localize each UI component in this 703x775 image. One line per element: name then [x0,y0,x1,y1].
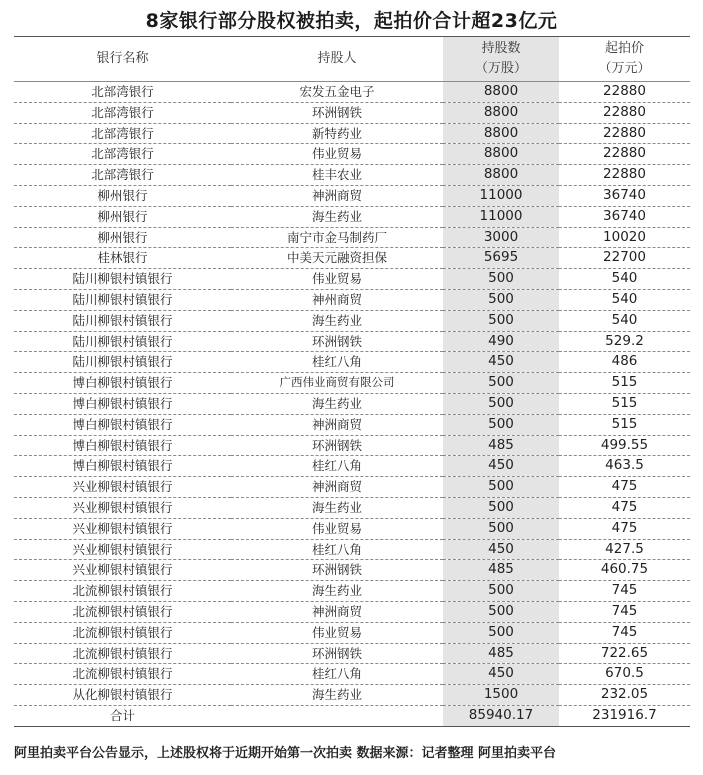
bank-name-cell: 博白柳银村镇银行 [14,414,231,435]
holder-cell: 海生药业 [231,310,443,331]
shares-cell: 500 [443,601,559,622]
shares-cell: 500 [443,393,559,414]
table-row [14,456,690,477]
price-cell: 515 [559,373,690,394]
holder-cell: 海生药业 [231,497,443,518]
price-cell: 475 [559,477,690,498]
holder-cell: 南宁市金马制药厂 [231,227,443,248]
table-row [14,393,690,414]
holder-cell: 神州商贸 [231,289,443,310]
holder-cell: 中美天元融资担保 [231,248,443,269]
holder-cell: 桂红八角 [231,456,443,477]
price-cell: 463.5 [559,456,690,477]
shares-cell: 1500 [443,685,559,706]
table-row [14,165,690,186]
table-header-row [14,37,690,82]
shares-cell: 500 [443,497,559,518]
total-label: 合计 [14,705,231,726]
bank-name-cell: 兴业柳银村镇银行 [14,477,231,498]
holder-cell: 环洲钢铁 [231,102,443,123]
holder-cell: 海生药业 [231,685,443,706]
header-shares [443,37,559,82]
bank-name-cell: 柳州银行 [14,206,231,227]
table-row [14,581,690,602]
table-row [14,664,690,685]
price-cell: 540 [559,269,690,290]
bank-name-cell: 北流柳银村镇银行 [14,664,231,685]
bank-name-cell: 博白柳银村镇银行 [14,456,231,477]
table-row [14,643,690,664]
price-cell: 475 [559,497,690,518]
holder-cell: 海生药业 [231,581,443,602]
header-shares-title: 持股数 [481,41,521,56]
table-row [14,435,690,456]
table-row [14,331,690,352]
holder-cell: 环洲钢铁 [231,435,443,456]
shares-cell: 11000 [443,185,559,206]
holder-cell: 环洲钢铁 [231,643,443,664]
price-cell: 670.5 [559,664,690,685]
holder-cell: 神洲商贸 [231,601,443,622]
bank-name-cell: 陆川柳银村镇银行 [14,331,231,352]
table-row [14,310,690,331]
header-holder: 持股人 [231,37,443,82]
bank-name-cell: 桂林银行 [14,248,231,269]
footer-note: 阿里拍卖平台公告显示，上述股权将于近期开始第一次拍卖 数据来源：记者整理 阿里拍卖平台 [14,746,557,761]
auction-table [14,37,690,727]
shares-cell: 490 [443,331,559,352]
price-cell: 529.2 [559,331,690,352]
shares-cell: 500 [443,581,559,602]
bank-name-cell: 陆川柳银村镇银行 [14,352,231,373]
holder-cell: 海生药业 [231,206,443,227]
table-row [14,269,690,290]
price-cell: 515 [559,414,690,435]
shares-cell: 450 [443,456,559,477]
table-row [14,414,690,435]
bank-name-cell: 北部湾银行 [14,123,231,144]
total-shares: 85940.17 [443,705,559,726]
holder-cell: 伟业贸易 [231,144,443,165]
bank-name-cell: 柳州银行 [14,227,231,248]
price-cell: 427.5 [559,539,690,560]
bank-name-cell: 博白柳银村镇银行 [14,393,231,414]
holder-cell: 桂红八角 [231,539,443,560]
table-row [14,248,690,269]
price-cell: 745 [559,601,690,622]
total-holder-empty [231,705,443,726]
table-row [14,539,690,560]
header-shares-unit: （万股） [474,61,527,76]
table-row [14,477,690,498]
page-title: 8家银行部分股权被拍卖，起拍价合计超23亿元 [145,10,558,32]
shares-cell: 500 [443,373,559,394]
bank-name-cell: 陆川柳银村镇银行 [14,289,231,310]
bank-name-cell: 北流柳银村镇银行 [14,622,231,643]
shares-cell: 8800 [443,82,559,103]
holder-cell: 伟业贸易 [231,622,443,643]
table-body [14,82,690,706]
shares-cell: 450 [443,539,559,560]
price-cell: 475 [559,518,690,539]
price-cell: 22880 [559,165,690,186]
bank-name-cell: 兴业柳银村镇银行 [14,518,231,539]
shares-cell: 5695 [443,248,559,269]
price-cell: 22880 [559,144,690,165]
price-cell: 722.65 [559,643,690,664]
shares-cell: 500 [443,289,559,310]
shares-cell: 500 [443,269,559,290]
price-cell: 540 [559,289,690,310]
bank-name-cell: 北部湾银行 [14,102,231,123]
price-cell: 22880 [559,82,690,103]
table-row [14,227,690,248]
table-row [14,82,690,103]
price-cell: 22700 [559,248,690,269]
table-row [14,560,690,581]
holder-cell: 新特药业 [231,123,443,144]
price-cell: 22880 [559,102,690,123]
table-row [14,289,690,310]
bank-name-cell: 陆川柳银村镇银行 [14,269,231,290]
holder-cell: 海生药业 [231,393,443,414]
holder-cell: 广西伟业商贸有限公司 [231,373,443,394]
holder-cell: 桂丰农业 [231,165,443,186]
price-cell: 745 [559,581,690,602]
table-row [14,518,690,539]
table-row [14,352,690,373]
shares-cell: 450 [443,352,559,373]
table-row [14,622,690,643]
holder-cell: 伟业贸易 [231,269,443,290]
shares-cell: 500 [443,414,559,435]
bank-name-cell: 北流柳银村镇银行 [14,581,231,602]
holder-cell: 神洲商贸 [231,185,443,206]
table-row [14,144,690,165]
price-cell: 486 [559,352,690,373]
shares-cell: 8800 [443,102,559,123]
bank-name-cell: 北部湾银行 [14,82,231,103]
shares-cell: 450 [443,664,559,685]
price-cell: 460.75 [559,560,690,581]
total-price: 231916.7 [559,705,690,726]
bank-name-cell: 从化柳银村镇银行 [14,685,231,706]
table-row [14,123,690,144]
bank-name-cell: 兴业柳银村镇银行 [14,497,231,518]
header-price-title: 起拍价 [604,41,644,56]
table-row [14,601,690,622]
price-cell: 540 [559,310,690,331]
shares-cell: 3000 [443,227,559,248]
holder-cell: 环洲钢铁 [231,560,443,581]
price-cell: 745 [559,622,690,643]
bank-name-cell: 兴业柳银村镇银行 [14,560,231,581]
table-row [14,373,690,394]
table-row [14,685,690,706]
price-cell: 36740 [559,185,690,206]
holder-cell: 环洲钢铁 [231,331,443,352]
price-cell: 499.55 [559,435,690,456]
bank-name-cell: 北部湾银行 [14,144,231,165]
header-price [559,37,690,82]
header-price-unit: （万元） [598,61,651,76]
shares-cell: 500 [443,477,559,498]
shares-cell: 8800 [443,165,559,186]
shares-cell: 8800 [443,144,559,165]
header-bank: 银行名称 [14,37,231,82]
holder-cell: 神洲商贸 [231,477,443,498]
holder-cell: 桂红八角 [231,664,443,685]
shares-cell: 500 [443,622,559,643]
bank-name-cell: 北流柳银村镇银行 [14,601,231,622]
shares-cell: 8800 [443,123,559,144]
shares-cell: 485 [443,643,559,664]
shares-cell: 11000 [443,206,559,227]
bank-name-cell: 博白柳银村镇银行 [14,373,231,394]
shares-cell: 500 [443,518,559,539]
price-cell: 515 [559,393,690,414]
bank-name-cell: 北流柳银村镇银行 [14,643,231,664]
bank-name-cell: 兴业柳银村镇银行 [14,539,231,560]
bank-name-cell: 陆川柳银村镇银行 [14,310,231,331]
table-row [14,206,690,227]
price-cell: 10020 [559,227,690,248]
shares-cell: 485 [443,560,559,581]
bank-name-cell: 博白柳银村镇银行 [14,435,231,456]
table-row [14,497,690,518]
holder-cell: 神洲商贸 [231,414,443,435]
holder-cell: 桂红八角 [231,352,443,373]
price-cell: 232.05 [559,685,690,706]
holder-cell: 宏发五金电子 [231,82,443,103]
table-row [14,185,690,206]
table-row [14,102,690,123]
price-cell: 36740 [559,206,690,227]
total-row [14,705,690,726]
shares-cell: 500 [443,310,559,331]
bank-name-cell: 北部湾银行 [14,165,231,186]
holder-cell: 伟业贸易 [231,518,443,539]
shares-cell: 485 [443,435,559,456]
bank-name-cell: 柳州银行 [14,185,231,206]
price-cell: 22880 [559,123,690,144]
